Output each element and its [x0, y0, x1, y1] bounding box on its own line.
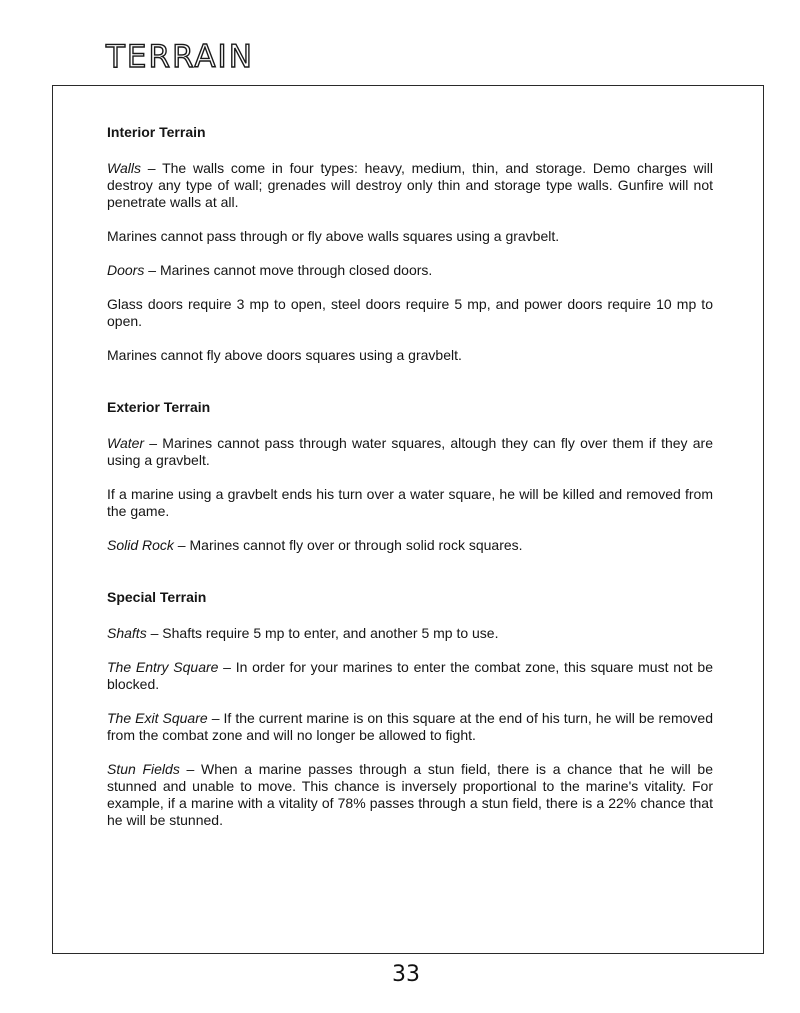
- paragraph-walls-gravbelt: [107, 228, 713, 245]
- term: Walls: [107, 160, 141, 176]
- paragraph-text: If the current marine is on this square at the end of his turn, he will be removed from the combat zone and will no longer be allowed to fight.: [107, 710, 713, 743]
- paragraph-entry-square: [107, 659, 713, 693]
- paragraph-doors: [107, 262, 713, 279]
- paragraph-text: When a marine passes through a stun field, there is a chance that he will be stunned and unable to move. This chance is inversely proportional to the marine's vitality. For example, if a marine with a vitality of 78% passes through a stun field, there is a 22% chance that he will be stunned.: [107, 761, 714, 828]
- paragraph-text: Marines cannot move through closed doors.: [159, 262, 433, 278]
- term: Water: [107, 435, 145, 451]
- term: Shafts: [107, 625, 147, 641]
- section-heading: Special Terrain: [107, 589, 207, 605]
- paragraph-text: Glass doors require 3 mp to open, steel doors require 5 mp, and power doors require 10 mp to open.: [107, 296, 713, 329]
- term: Solid Rock: [107, 537, 174, 553]
- paragraph-text: Marines cannot fly above doors squares using a gravbelt.: [107, 347, 462, 363]
- paragraph-walls: [107, 160, 713, 211]
- paragraph-text: Shafts require 5 mp to enter, and another 5 mp to use.: [162, 625, 499, 641]
- separator: –: [173, 537, 190, 553]
- separator: –: [179, 761, 202, 777]
- separator: –: [218, 659, 236, 675]
- paragraph-exit-square: [107, 710, 713, 744]
- page-number: 33: [392, 962, 420, 987]
- paragraph-text: Marines cannot fly over or through solid rock squares.: [189, 537, 523, 553]
- paragraph-stun-fields: [107, 761, 713, 829]
- content-frame: [52, 85, 764, 954]
- section-special-terrain: [107, 589, 713, 829]
- paragraph-text: If a marine using a gravbelt ends his turn over a water square, he will be killed and removed from the game.: [107, 486, 713, 519]
- content-body: [107, 124, 713, 864]
- section-heading: Exterior Terrain: [107, 399, 211, 415]
- separator: –: [144, 435, 163, 451]
- paragraph-solid-rock: [107, 537, 713, 554]
- section-exterior-terrain: [107, 399, 713, 554]
- paragraph-water: [107, 435, 713, 469]
- section-interior-terrain: [107, 124, 713, 364]
- separator: –: [146, 625, 163, 641]
- paragraph-doors-gravbelt: [107, 347, 713, 364]
- term: The Exit Square: [107, 710, 208, 726]
- section-heading: Interior Terrain: [107, 124, 206, 140]
- paragraph-text: Marines cannot pass through water squares, altough they can fly over them if they are using a gravbelt.: [107, 435, 713, 468]
- paragraph-door-costs: [107, 296, 713, 330]
- separator: –: [144, 262, 160, 278]
- paragraph-text: Marines cannot pass through or fly above walls squares using a gravbelt.: [107, 228, 560, 244]
- separator: –: [207, 710, 224, 726]
- page-title: TERRAIN: [106, 39, 254, 75]
- paragraph-text: In order for your marines to enter the combat zone, this square must not be blocked.: [107, 659, 713, 692]
- paragraph-text: The walls come in four types: heavy, medium, thin, and storage. Demo charges will destroy any type of wall; grenades will destroy only thin and storage type walls. Gunfire will not penetrate walls at all.: [107, 160, 714, 210]
- paragraph-shafts: [107, 625, 713, 642]
- separator: –: [140, 160, 163, 176]
- term: The Entry Square: [107, 659, 219, 675]
- term: Doors: [107, 262, 145, 278]
- term: Stun Fields: [107, 761, 180, 777]
- paragraph-water-gravbelt: [107, 486, 713, 520]
